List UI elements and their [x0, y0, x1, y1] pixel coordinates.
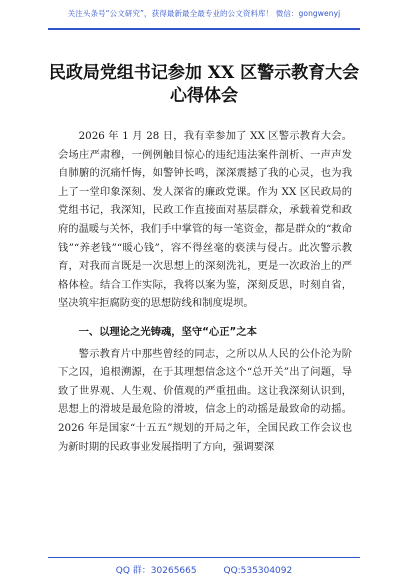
footer-divider: [48, 557, 360, 558]
footer: [0, 563, 408, 576]
header-banner: 关注头条号“公文研究”，获得最新最全最专业的公文资料库！ 微信：gongwenyj: [67, 9, 341, 18]
footer-qq-group: QQ 群：30265665: [115, 566, 197, 576]
document-title-line-2: 心得体会: [170, 86, 238, 106]
section-heading-1: 一、以理论之光铸魂，坚守“心正”之本: [78, 325, 257, 338]
paragraph-1: 2026 年 1 月 28 日，我有幸参加了 XX 区警示教育大会。会场庄严肃穆，一例例触目惊心的违纪违法案件剖析、一声声发自肺腑的沉痛忏悔，如警钟长鸣，深深震撼了我的心灵，也为我上了一堂印象深刻、发人深省的廉政党课。作为 XX 区民政局的党组书记，我深知，民政工作直接面对基层群众，承载着党和政府的温暖与关怀，我们手中掌管的每一笔资金，都是群众的“救命钱”“养老钱”“暖心钱”，容不得丝毫的亵渎与侵占。此次警示教育，对我而言既是一次思想上的深刻洗礼，更是一次政治上的严格体检。结合工作实际，我将以案为鉴，深刻反思，时刻自省，坚决筑牢拒腐防变的思想防线和制度堤坝。: [58, 130, 352, 310]
header-divider: [48, 28, 360, 30]
document-title-line-1: 民政局党组书记参加 XX 区警示教育大会: [48, 63, 360, 83]
footer-qq-number: QQ:535304092: [223, 566, 293, 576]
document-body: [58, 127, 352, 456]
paragraph-2: 警示教育片中那些曾经的同志，之所以从人民的公仆沦为阶下之囚，追根溯源，在于其理想信念这个“总开关”出了问题，导致了世界观、人生观、价值观的严重扭曲。这让我深刻认识到，思想上的滑坡是最危险的滑坡，信念上的动摇是最致命的动摇。2026 年是国家“十五五”规划的开局之年，全国民政工作会议也为新时期的民政事业发展指明了方向，强调要深: [58, 347, 352, 453]
